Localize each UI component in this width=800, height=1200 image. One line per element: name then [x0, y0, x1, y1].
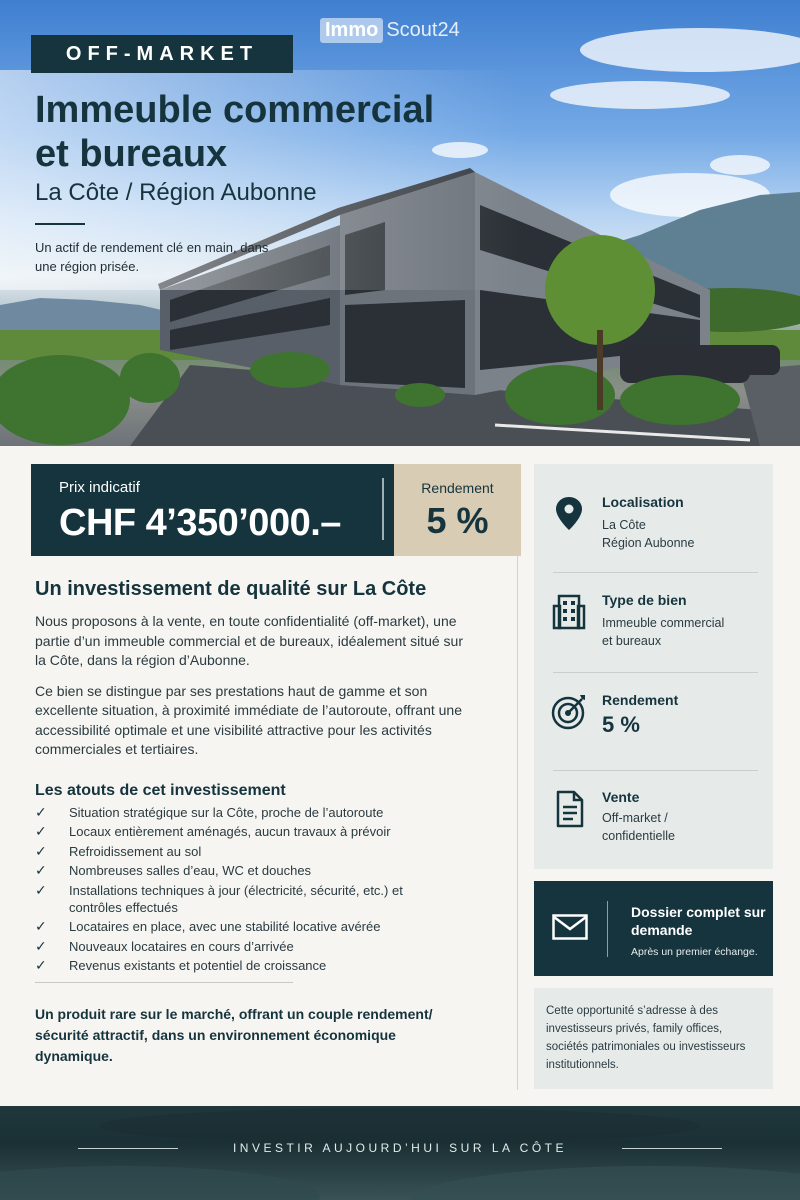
audience-note: Cette opportunité s’adresse à des investisseurs privés, family offices, sociétés patrimoniales ou investisseurs institutionnels.	[534, 988, 773, 1089]
main-content	[35, 578, 475, 1067]
panel-divider	[553, 672, 758, 673]
list-item: ✓ Revenus existants et potentiel de croissance	[35, 957, 327, 973]
footer-line-right	[622, 1148, 722, 1149]
location-pin-icon	[551, 494, 587, 534]
footer-slogan: INVESTIR AUJOURD’HUI SUR LA CÔTE	[232, 1141, 568, 1155]
list-item: ✓ Installations techniques à jour (électricité, sécurité, etc.) et contrôles effectués	[35, 881, 403, 915]
location-subtitle: La Côte / Région Aubonne	[35, 179, 317, 206]
list-item: ✓ Nouveaux locataires en cours d’arrivée	[35, 937, 294, 954]
off-market-badge: OFF-MARKET	[31, 35, 293, 73]
fact-title: Vente	[602, 789, 640, 805]
check-icon: ✓	[35, 881, 47, 898]
atouts-list	[35, 804, 475, 975]
yield-label: Rendement	[421, 480, 494, 496]
fact-title: Type de bien	[602, 592, 687, 608]
price-box	[31, 464, 394, 556]
panel-divider	[553, 572, 758, 573]
section-heading: Un investissement de qualité sur La Côte	[35, 578, 427, 600]
fact-detail: La Côte Région Aubonne	[602, 518, 695, 550]
list-item: ✓ Situation stratégique sur la Côte, proche de l’autoroute	[35, 803, 384, 820]
tagline: Un actif de rendement clé en main, dans une région prisée.	[35, 240, 269, 274]
dossier-separator	[607, 901, 608, 957]
check-icon: ✓	[35, 957, 47, 973]
fact-detail: Off-market / confidentielle	[602, 811, 675, 843]
details-paragraph: Ce bien se distingue par ses prestations haut de gamme et son excellente situation, à proximité immédiate de l’autoroute, offrant une accessibilité optimale et une visibilité attractive pour les activités commerciales et tertiaires.	[35, 682, 462, 757]
yield-box	[394, 464, 521, 556]
immoscout24-logo	[320, 18, 460, 43]
atouts-heading: Les atouts de cet investissement	[35, 781, 286, 799]
dossier-subtitle: Après un premier échange.	[631, 946, 758, 958]
list-item: ✓ Nombreuses salles d’eau, WC et douches	[35, 862, 312, 878]
column-divider	[517, 556, 518, 1090]
list-item: ✓ Locataires en place, avec une stabilité locative avérée	[35, 918, 381, 934]
check-icon: ✓	[35, 803, 47, 820]
hero-section	[0, 0, 800, 446]
building-icon	[551, 592, 587, 632]
brand-part2: Scout24	[386, 19, 460, 41]
brand-part1: Immo	[320, 18, 383, 43]
dossier-title: Dossier complet sur demande	[631, 904, 766, 938]
check-icon: ✓	[35, 937, 47, 954]
list-item: ✓ Locaux entièrement aménagés, aucun travaux à prévoir	[35, 823, 391, 839]
yield-value: 5 %	[426, 500, 489, 541]
check-icon: ✓	[35, 823, 47, 839]
key-facts-panel	[534, 464, 773, 869]
fact-detail: Immeuble commercial et bureaux	[602, 616, 725, 648]
list-item: ✓ Refroidissement au sol	[35, 842, 202, 859]
page-title: Immeuble commercial et bureaux	[35, 89, 435, 175]
price-value: CHF 4’350’000.–	[59, 502, 341, 544]
price-separator	[382, 478, 384, 540]
document-icon	[551, 789, 587, 829]
panel-divider	[553, 770, 758, 771]
footer-banner	[0, 1106, 800, 1200]
check-icon: ✓	[35, 862, 47, 878]
check-icon: ✓	[35, 842, 47, 859]
price-label: Prix indicatif	[59, 479, 140, 496]
envelope-icon	[552, 914, 588, 940]
title-divider	[35, 223, 85, 225]
fact-value: 5 %	[602, 712, 640, 737]
target-icon	[551, 692, 587, 732]
list-divider	[35, 982, 293, 983]
fact-title: Localisation	[602, 494, 684, 510]
fact-title: Rendement	[602, 692, 679, 708]
intro-paragraph: Nous proposons à la vente, en toute confidentialité (off-market), une partie d’un immeuble commercial et de bureaux, idéalement situé sur la Côte, dans la région d’Aubonne.	[35, 613, 463, 668]
check-icon: ✓	[35, 918, 47, 934]
closing-statement: Un produit rare sur le marché, offrant un couple rendement/ sécurité attractif, dans un environnement économique dynamique.	[35, 1006, 433, 1064]
dossier-request-box[interactable]	[534, 881, 773, 976]
